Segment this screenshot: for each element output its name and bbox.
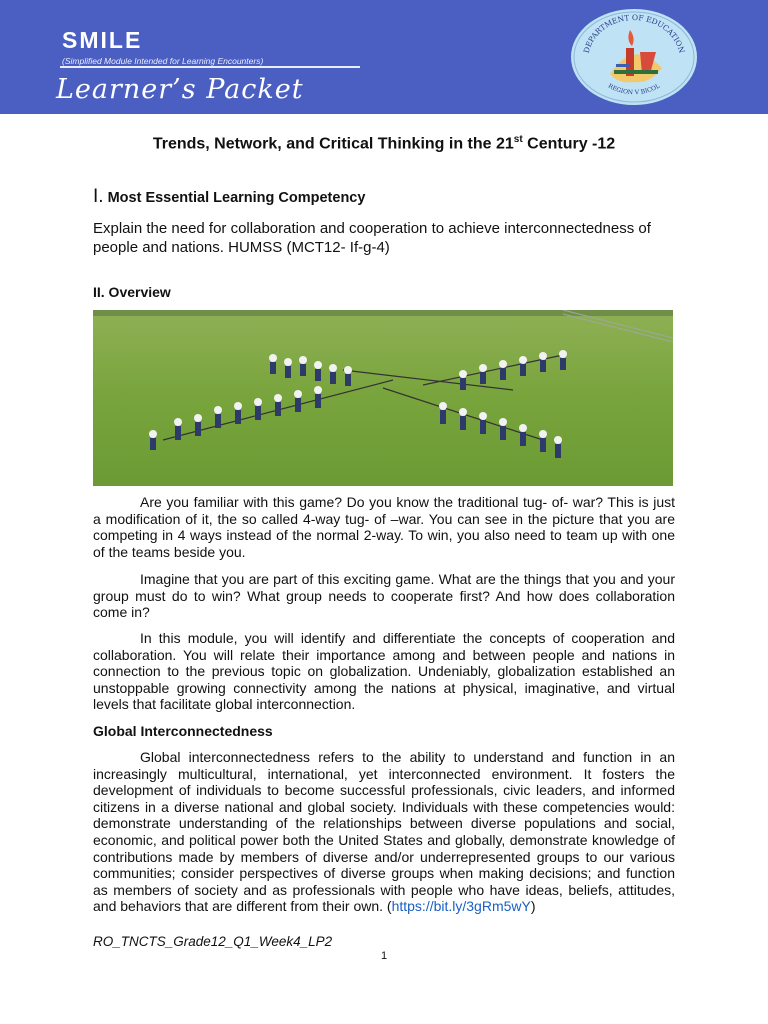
brand-title: SMILE [62, 27, 143, 53]
overview-paragraph-2: Imagine that you are part of this exciting game. What are the things that you and your group must do to win? What group needs to cooperate first? And how does collaboration come in? [93, 571, 675, 621]
packet-label: Learner’s Packet [56, 74, 304, 105]
global-interconnectedness-heading: Global Interconnectedness [93, 723, 273, 739]
tug-of-war-photo [93, 310, 673, 486]
overview-paragraph-1: Are you familiar with this game? Do you know the traditional tug- of- war? This is just a modification of it, the so called 4-way tug- of –war. You can see in the picture that you are competing in 4 ways instead of the normal 2-way. To win, you also need to team up with one of the teams beside you. [93, 494, 675, 560]
section-2-heading: II. Overview [93, 284, 171, 300]
source-link[interactable]: https://bit.ly/3gRm5wY [391, 898, 531, 915]
seal-bottom-text: REGION V BICOL [606, 82, 662, 97]
header-banner [0, 0, 768, 114]
brand-subtitle: (Simplified Module Intended for Learning Encounters) [62, 56, 264, 66]
section-1-heading: I. Most Essential Learning Competency [93, 186, 366, 207]
overview-paragraph-3: In this module, you will identify and differentiate the concepts of cooperation and collaboration. You will relate their importance among and between people and nations in connection to the previous topic on globalization. Undeniably, globalization established an unstoppable growing connectivity among the nations at physical, imaginative, and virtual levels that facilitate global interconnection. [93, 630, 675, 713]
competency-text: Explain the need for collaboration and cooperation to achieve interconnectedness of people and nations. HUMSS (MCT12- If-g-4) [93, 220, 651, 256]
deped-seal-icon [570, 8, 698, 106]
footer-code: RO_TNCTS_Grade12_Q1_Week4_LP2 [93, 934, 333, 949]
seal-top-text: DEPARTMENT OF EDUCATION [581, 12, 687, 55]
banner-divider [60, 66, 360, 68]
page-number: 1 [380, 950, 388, 962]
global-interconnectedness-paragraph: Global interconnectedness refers to the ability to understand and function in an increasingly multicultural, international, yet interconnected environment. It fosters the development of individuals to become successful professionals, civic leaders, and informed citizens in a diverse national and global society. Individuals with these competencies would: demonstrate understanding of the relationships between diverse populations and social, economic, and political power both the United States and globally, demonstrate knowledge of contributions made by members of diverse and/or underrepresented groups to our various communities; consider perspectives of diverse groups when making decisions; and function as members of society and as professionals with people who have ideas, beliefs, attitudes, and behaviors that are different from their own. (https://bit.ly/3gRm5wY) [93, 749, 675, 915]
document-title: Trends, Network, and Critical Thinking in the 21st Century -12 [152, 134, 616, 153]
